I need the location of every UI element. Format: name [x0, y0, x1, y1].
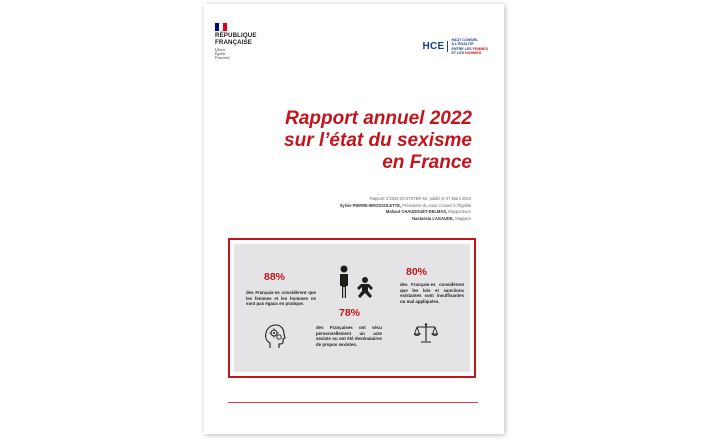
- hce-acronym: HCE: [422, 41, 448, 52]
- title-line: en France: [382, 152, 472, 173]
- hce-logo: [422, 38, 488, 55]
- report-title: [284, 108, 472, 174]
- author-line: Mahaut CHAUDOUËT-DELMAS, Rapporteure: [385, 209, 471, 215]
- tricolor-flag-icon: [215, 23, 227, 31]
- footer-divider: [228, 402, 478, 403]
- stat-text: des Français·es considèrent que les femmes et les hommes ne sont pas égaux en pratique.: [246, 290, 316, 307]
- report-metadata: [340, 196, 471, 222]
- republic-motto: Liberté Égalité Fraternité: [215, 47, 230, 60]
- stat-value: 78%: [339, 307, 361, 319]
- republic-name: RÉPUBLIQUE FRANÇAISE: [215, 32, 257, 46]
- head-gears-icon: [264, 324, 286, 350]
- author-line: Nastassia LAGAUDE, Stagiaire: [412, 215, 471, 221]
- hce-full-name: HAUT CONSEIL À L'ÉGALITÉ ENTRE LES FEMMES ET LES HOMMES: [451, 38, 488, 55]
- parent-child-icon: [334, 264, 378, 300]
- stat-value: 88%: [264, 271, 286, 283]
- report-cover: [204, 4, 504, 434]
- stat-text: des Français·es considèrent que les lois et sanctions existantes sont insuffisantes ou mal appliquées.: [400, 282, 464, 304]
- title-line: Rapport annuel 2022: [285, 108, 472, 129]
- key-figures-box: [228, 238, 476, 378]
- republique-francaise-logo: [215, 23, 257, 60]
- stat-text: des Françaises ont vécu personnellement un acte sexiste ou ont été destinataires de propos sexistes.: [316, 325, 382, 347]
- scales-icon: [414, 322, 438, 344]
- key-figures-panel: [234, 244, 470, 372]
- report-reference: Rapport n°2022-03-07STER-53, publié le 07 Mars 2022: [369, 196, 471, 201]
- title-line: sur l’état du sexisme: [284, 130, 472, 151]
- stat-value: 80%: [406, 266, 428, 278]
- author-line: Sylvie PIERRE-BROSSOLETTE, Présidente du Haut Conseil à l’Égalité: [339, 202, 471, 208]
